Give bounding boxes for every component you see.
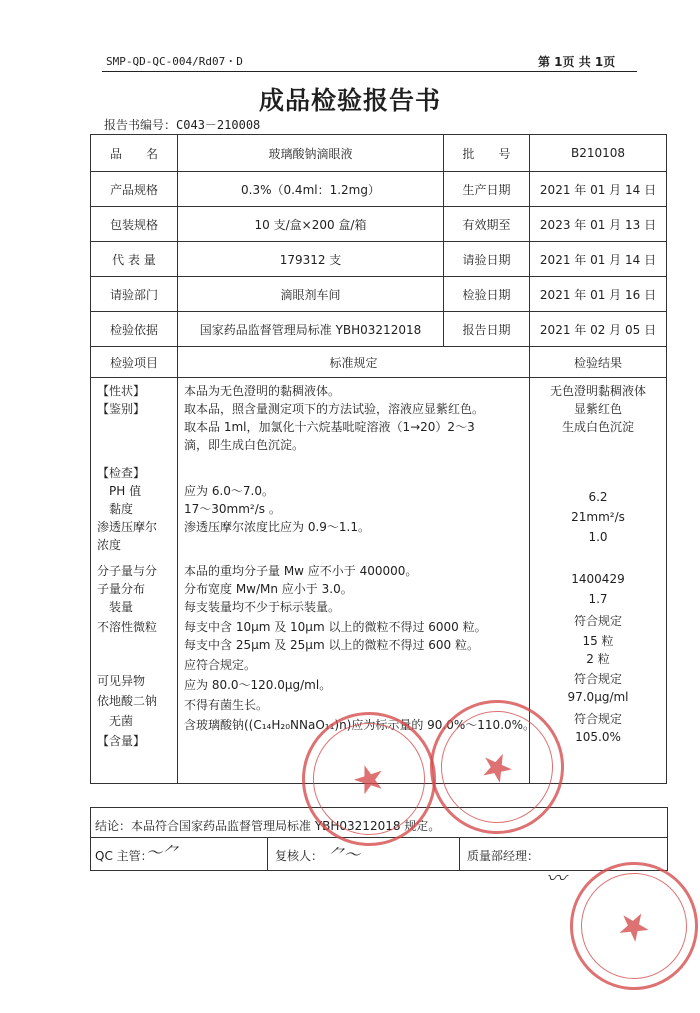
std-mw: 本品的重均分子量 Mw 应不小于 400000。 <box>184 564 418 578</box>
rep-qty-label: 代 表 量 <box>91 242 178 277</box>
col-standard-header: 标准规定 <box>178 347 530 378</box>
dept-value: 滴眼剂车间 <box>178 277 444 312</box>
item-fill-volume: 装量 <box>109 600 134 614</box>
col-result-header: 检验结果 <box>530 347 667 378</box>
reviewer-signature: ⺈〜 <box>328 845 361 864</box>
star-icon: ★ <box>472 739 522 795</box>
res-fill-volume: 符合规定 <box>573 614 622 628</box>
req-date: 2021 年 01 月 14 日 <box>530 242 667 277</box>
product-name: 玻璃酸钠滴眼液 <box>178 135 444 172</box>
batch-label: 批 号 <box>444 135 530 172</box>
basis-value: 国家药品监督管理局标准 YBH03212018 <box>178 312 444 347</box>
std-ph: 应为 6.0～7.0。 <box>184 484 274 498</box>
item-osmolality-1: 渗透压摩尔 <box>97 520 158 534</box>
res-identification-1: 显紫红色 <box>573 402 622 416</box>
res-edta: 97.0μg/ml <box>567 690 629 704</box>
qm-manager-label: 质量部经理： <box>467 849 540 863</box>
std-sterility: 不得有菌生长。 <box>184 698 269 712</box>
batch-value: B210108 <box>530 135 667 172</box>
std-identification-3: 滴，即生成白色沉淀。 <box>184 438 305 452</box>
res-particles-10: 15 粒 <box>582 634 614 648</box>
item-particles: 不溶性微粒 <box>97 620 158 634</box>
std-edta: 应为 80.0～120.0μg/ml。 <box>184 678 332 692</box>
item-ph: PH 值 <box>109 484 142 498</box>
std-visible-particles: 应符合规定。 <box>184 658 257 672</box>
results-cell <box>530 378 667 784</box>
res-appearance: 无色澄明黏稠液体 <box>549 384 646 398</box>
signature-divider <box>459 838 460 870</box>
item-osmolality-2: 浓度 <box>97 538 122 552</box>
std-particles-25: 每支中含 25μm 及 25μm 以上的微粒不得过 600 粒。 <box>184 638 479 652</box>
std-identification-1: 取本品，照含量测定项下的方法试验，溶液应显紫红色。 <box>184 402 485 416</box>
report-table <box>90 134 667 784</box>
res-assay: 105.0% <box>575 730 621 744</box>
std-identification-2: 取本品 1ml，加氯化十六烷基吡啶溶液（1→20）2～3 <box>184 420 475 434</box>
report-date-label: 报告日期 <box>444 312 530 347</box>
std-osmolality: 渗透压摩尔浓度比应为 0.9～1.1。 <box>184 520 370 534</box>
item-identification: 【鉴别】 <box>97 402 146 416</box>
item-appearance: 【性状】 <box>97 384 146 398</box>
mfg-date-label: 生产日期 <box>444 172 530 207</box>
header-rule <box>102 71 637 72</box>
item-assay: 【含量】 <box>97 734 146 748</box>
spec-value: 0.3%（0.4ml：1.2mg） <box>178 172 444 207</box>
std-particles-10: 每支中含 10μm 及 10μm 以上的微粒不得过 6000 粒。 <box>184 620 487 634</box>
report-number <box>104 116 260 133</box>
qc-signature: 〜⺈ <box>146 843 179 862</box>
item-checks: 【检查】 <box>97 466 146 480</box>
spec-label: 产品规格 <box>91 172 178 207</box>
res-mw: 1400429 <box>571 572 625 586</box>
test-items-cell <box>91 378 178 784</box>
test-date: 2021 年 01 月 16 日 <box>530 277 667 312</box>
std-mw-dist: 分布宽度 Mw/Mn 应小于 3.0。 <box>184 582 353 596</box>
res-ph: 6.2 <box>588 490 608 504</box>
reviewer-label: 复核人： <box>275 849 324 863</box>
signature-divider <box>267 838 268 870</box>
pack-label: 包装规格 <box>91 207 178 242</box>
pack-value: 10 支/盒×200 盒/箱 <box>178 207 444 242</box>
std-fill-volume: 每支装量均不少于标示装量。 <box>184 600 341 614</box>
page-info: 第 1页 共 1页 <box>538 55 616 69</box>
item-sterility: 无菌 <box>109 714 134 728</box>
star-icon: ★ <box>345 752 393 806</box>
res-visible-particles: 符合规定 <box>573 672 622 686</box>
std-appearance: 本品为无色澄明的黏稠液体。 <box>184 384 341 398</box>
dept-label: 请验部门 <box>91 277 178 312</box>
col-item-header: 检验项目 <box>91 347 178 378</box>
conclusion-text: 结论：本品符合国家药品监督管理局标准 YBH03212018 规定。 <box>95 819 441 833</box>
item-viscosity: 黏度 <box>109 502 134 516</box>
item-mw-2: 子量分布 <box>97 582 146 596</box>
rep-qty-value: 179312 支 <box>178 242 444 277</box>
expiry-label: 有效期至 <box>444 207 530 242</box>
report-date: 2021 年 02 月 05 日 <box>530 312 667 347</box>
std-assay: 含玻璃酸钠((C₁₄H₂₀NNaO₁₁)n)应为标示量的 90.0%～110.0%。 <box>184 718 536 732</box>
req-date-label: 请验日期 <box>444 242 530 277</box>
item-mw-1: 分子量与分 <box>97 564 158 578</box>
res-osmolality: 1.0 <box>588 530 608 544</box>
item-visible-particles: 可见异物 <box>97 674 146 688</box>
report-number-label: 报告书编号： <box>104 118 177 132</box>
mfg-date: 2021 年 01 月 14 日 <box>530 172 667 207</box>
report-number-value: C043－210008 <box>176 118 261 132</box>
product-name-label: 品 名 <box>91 135 178 172</box>
res-viscosity: 21mm²/s <box>571 510 625 524</box>
basis-label: 检验依据 <box>91 312 178 347</box>
star-icon: ★ <box>608 898 660 954</box>
qc-supervisor-label: QC 主管： <box>95 849 153 863</box>
doc-code: SMP-QD-QC-004/Rd07・D <box>106 55 243 68</box>
test-date-label: 检验日期 <box>444 277 530 312</box>
std-viscosity: 17～30mm²/s 。 <box>184 502 281 516</box>
item-edta: 依地酸二钠 <box>97 694 158 708</box>
expiry-date: 2023 年 01 月 13 日 <box>530 207 667 242</box>
res-particles-25: 2 粒 <box>586 652 610 666</box>
res-mw-dist: 1.7 <box>588 592 608 606</box>
qm-signature: 〰 <box>546 866 566 890</box>
res-sterility: 符合规定 <box>573 712 622 726</box>
page-title: 成品检验报告书 <box>258 86 441 115</box>
res-identification-2: 生成白色沉淀 <box>561 420 634 434</box>
